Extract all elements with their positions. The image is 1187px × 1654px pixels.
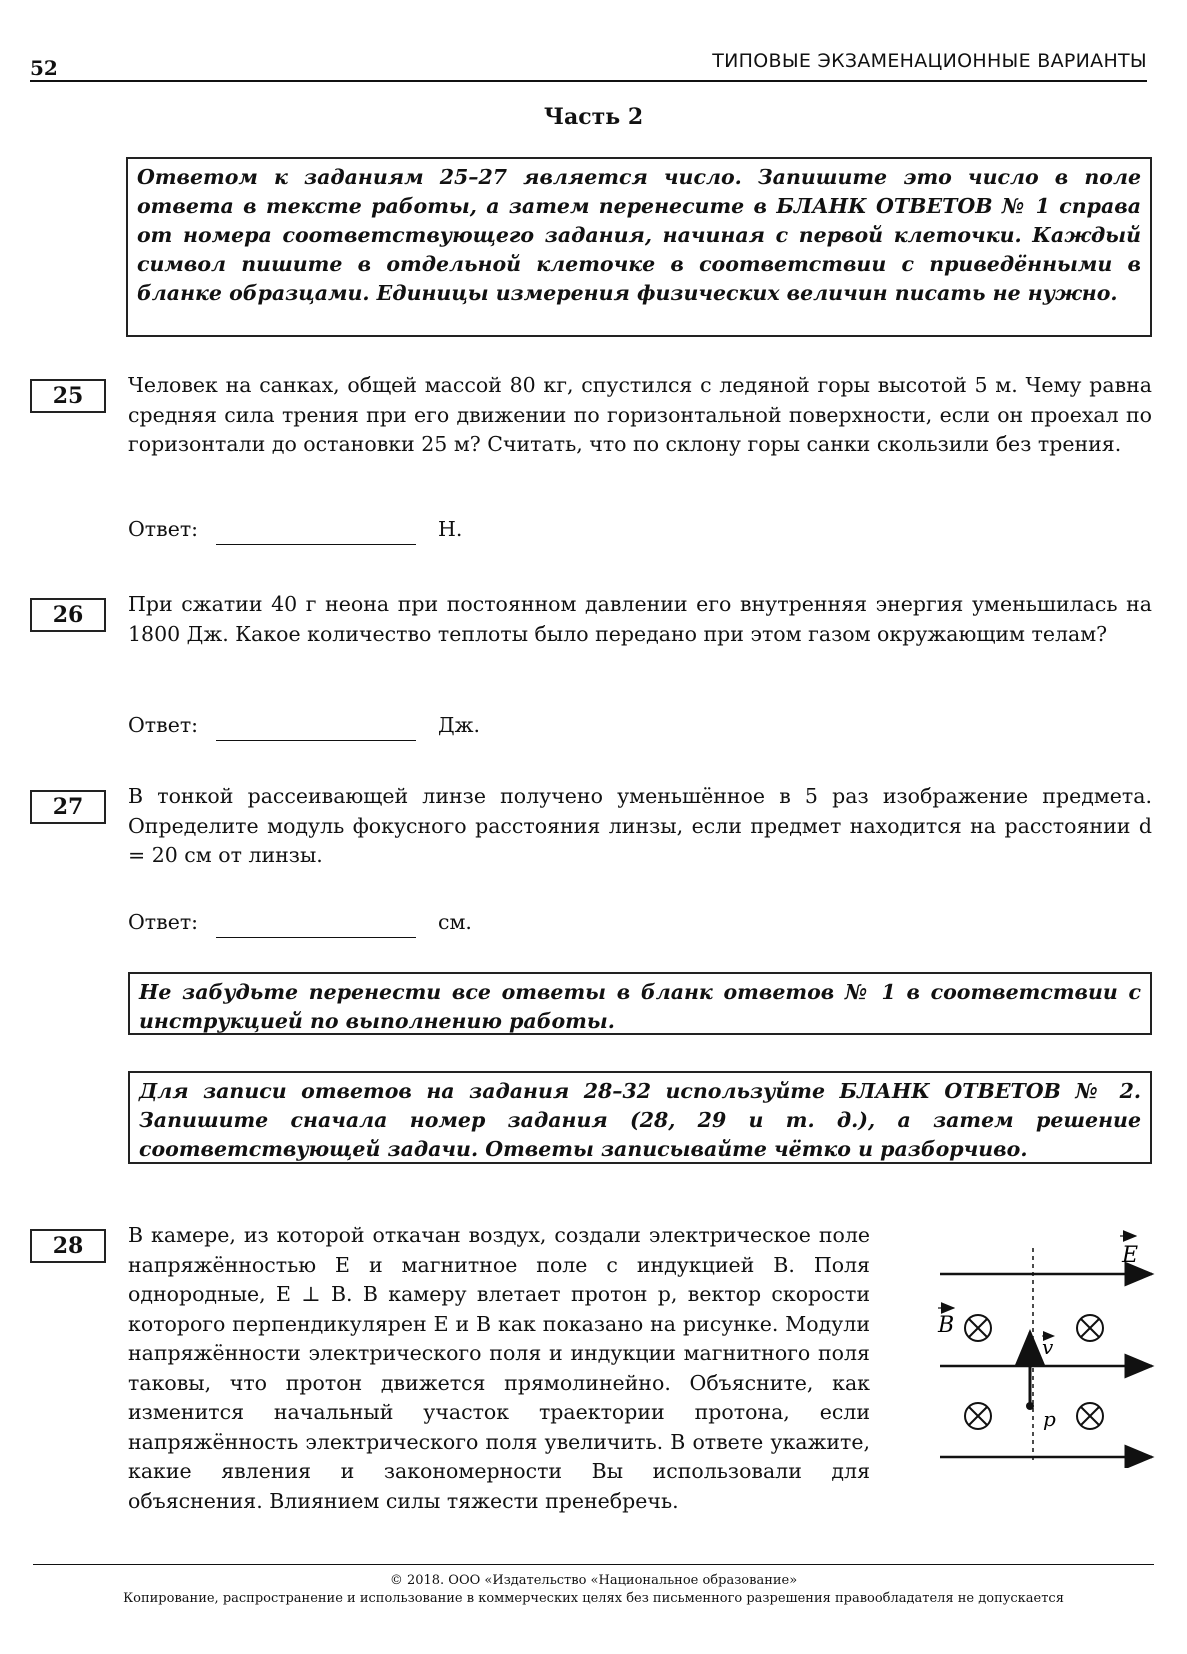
- task-25-answer: [128, 517, 628, 547]
- footer-copyright: © 2018. ООО «Издательство «Национальное образование»: [389, 1573, 798, 1588]
- instructions-2-text: Для записи ответов на задания 28–32 используйте БЛАНК ОТВЕТОВ № 2. Запишите сначала номер задания (28, 29 и т. д.), а затем решение соответствующей задачи. Ответы записывайте чётко и разборчиво.: [139, 1079, 1141, 1161]
- task-number-box: 27: [30, 790, 106, 824]
- footer-rule: [33, 1564, 1154, 1565]
- page-number: 52: [30, 56, 58, 80]
- part-title: Часть 2: [543, 104, 644, 130]
- answer-unit: см.: [438, 910, 472, 934]
- answer-unit: Н.: [438, 517, 463, 541]
- reminder-text: Не забудьте перенести все ответы в бланк ответов № 1 в соответствии с инструкцией по выполнению работы.: [139, 980, 1141, 1033]
- field-diagram: [930, 1228, 1160, 1468]
- answer-field[interactable]: [216, 544, 416, 545]
- task-27-text: В тонкой рассеивающей линзе получено уменьшённое в 5 раз изображение предмета. Определите модуль фокусного расстояния линзы, если предмет находится на расстоянии d = 20 см от линзы.: [128, 784, 1152, 867]
- label-E: E: [1122, 1243, 1139, 1268]
- task-25-text: Человек на санках, общей массой 80 кг, спустился с ледяной горы высотой 5 м. Чему равна средняя сила трения при его движении по горизонтальной поверхности, если он проехал по горизонтали до остановки 25 м? Считать, что по склону горы санки скользили без трения.: [128, 373, 1152, 456]
- task-26-answer: [128, 713, 628, 743]
- header-rule: [30, 80, 1147, 82]
- task-number-box: 25: [30, 379, 106, 413]
- label-B: B: [938, 1313, 955, 1338]
- answer-label: Ответ:: [128, 517, 199, 541]
- cross-symbol: [1077, 1403, 1103, 1429]
- answer-unit: Дж.: [438, 713, 481, 737]
- cross-symbol: [965, 1315, 991, 1341]
- instructions-box-2: [128, 1071, 1152, 1164]
- task-28-text: В камере, из которой откачан воздух, создали электрическое поле напряжённостью E и магнитное поле с индукцией B. Поля однородные, E ⊥ B. В камеру влетает протон p, вектор скорости которого перпендикулярен E и B как показано на рисунке. Модули напряжённости электрического поля и индукции магнитного поля таковы, что протон движется прямолинейно. Объясните, как изменится начальный участок траектории протона, если напряжённость электрического поля увеличить. В ответе укажите, какие явления и закономерности Вы использовали для объяснения. Влиянием силы тяжести пренебречь.: [128, 1223, 870, 1513]
- running-title: ТИПОВЫЕ ЭКЗАМЕНАЦИОННЫЕ ВАРИАНТЫ: [712, 50, 1147, 72]
- reminder-box: [128, 972, 1152, 1035]
- cross-symbol: [1077, 1315, 1103, 1341]
- answer-label: Ответ:: [128, 713, 199, 737]
- task-number-box: 28: [30, 1229, 106, 1263]
- footer-notice: Копирование, распространение и использование в коммерческих целях без письменного разрешения правообладателя не допускается: [123, 1591, 1064, 1606]
- answer-field[interactable]: [216, 740, 416, 741]
- label-p: p: [1043, 1407, 1056, 1431]
- answer-field[interactable]: [216, 937, 416, 938]
- task-27-answer: [128, 910, 628, 940]
- instructions-box-1: [126, 157, 1152, 337]
- instructions-1-text: Ответом к заданиям 25–27 является число. Запишите это число в поле ответа в тексте работы, а затем перенесите в БЛАНК ОТВЕТОВ № 1 справа от номера соответствующего задания, начиная с первой клеточки. Каждый символ пишите в отдельной клеточке в соответствии с приведёнными в бланке образцами. Единицы измерения физических величин писать не нужно.: [137, 165, 1141, 305]
- cross-symbol: [965, 1403, 991, 1429]
- proton-dot: [1026, 1402, 1034, 1410]
- label-v: v: [1042, 1335, 1054, 1359]
- task-26-text: При сжатии 40 г неона при постоянном давлении его внутренняя энергия уменьшилась на 1800 Дж. Какое количество теплоты было передано при этом газом окружающим телам?: [128, 592, 1152, 646]
- task-number-box: 26: [30, 598, 106, 632]
- answer-label: Ответ:: [128, 910, 199, 934]
